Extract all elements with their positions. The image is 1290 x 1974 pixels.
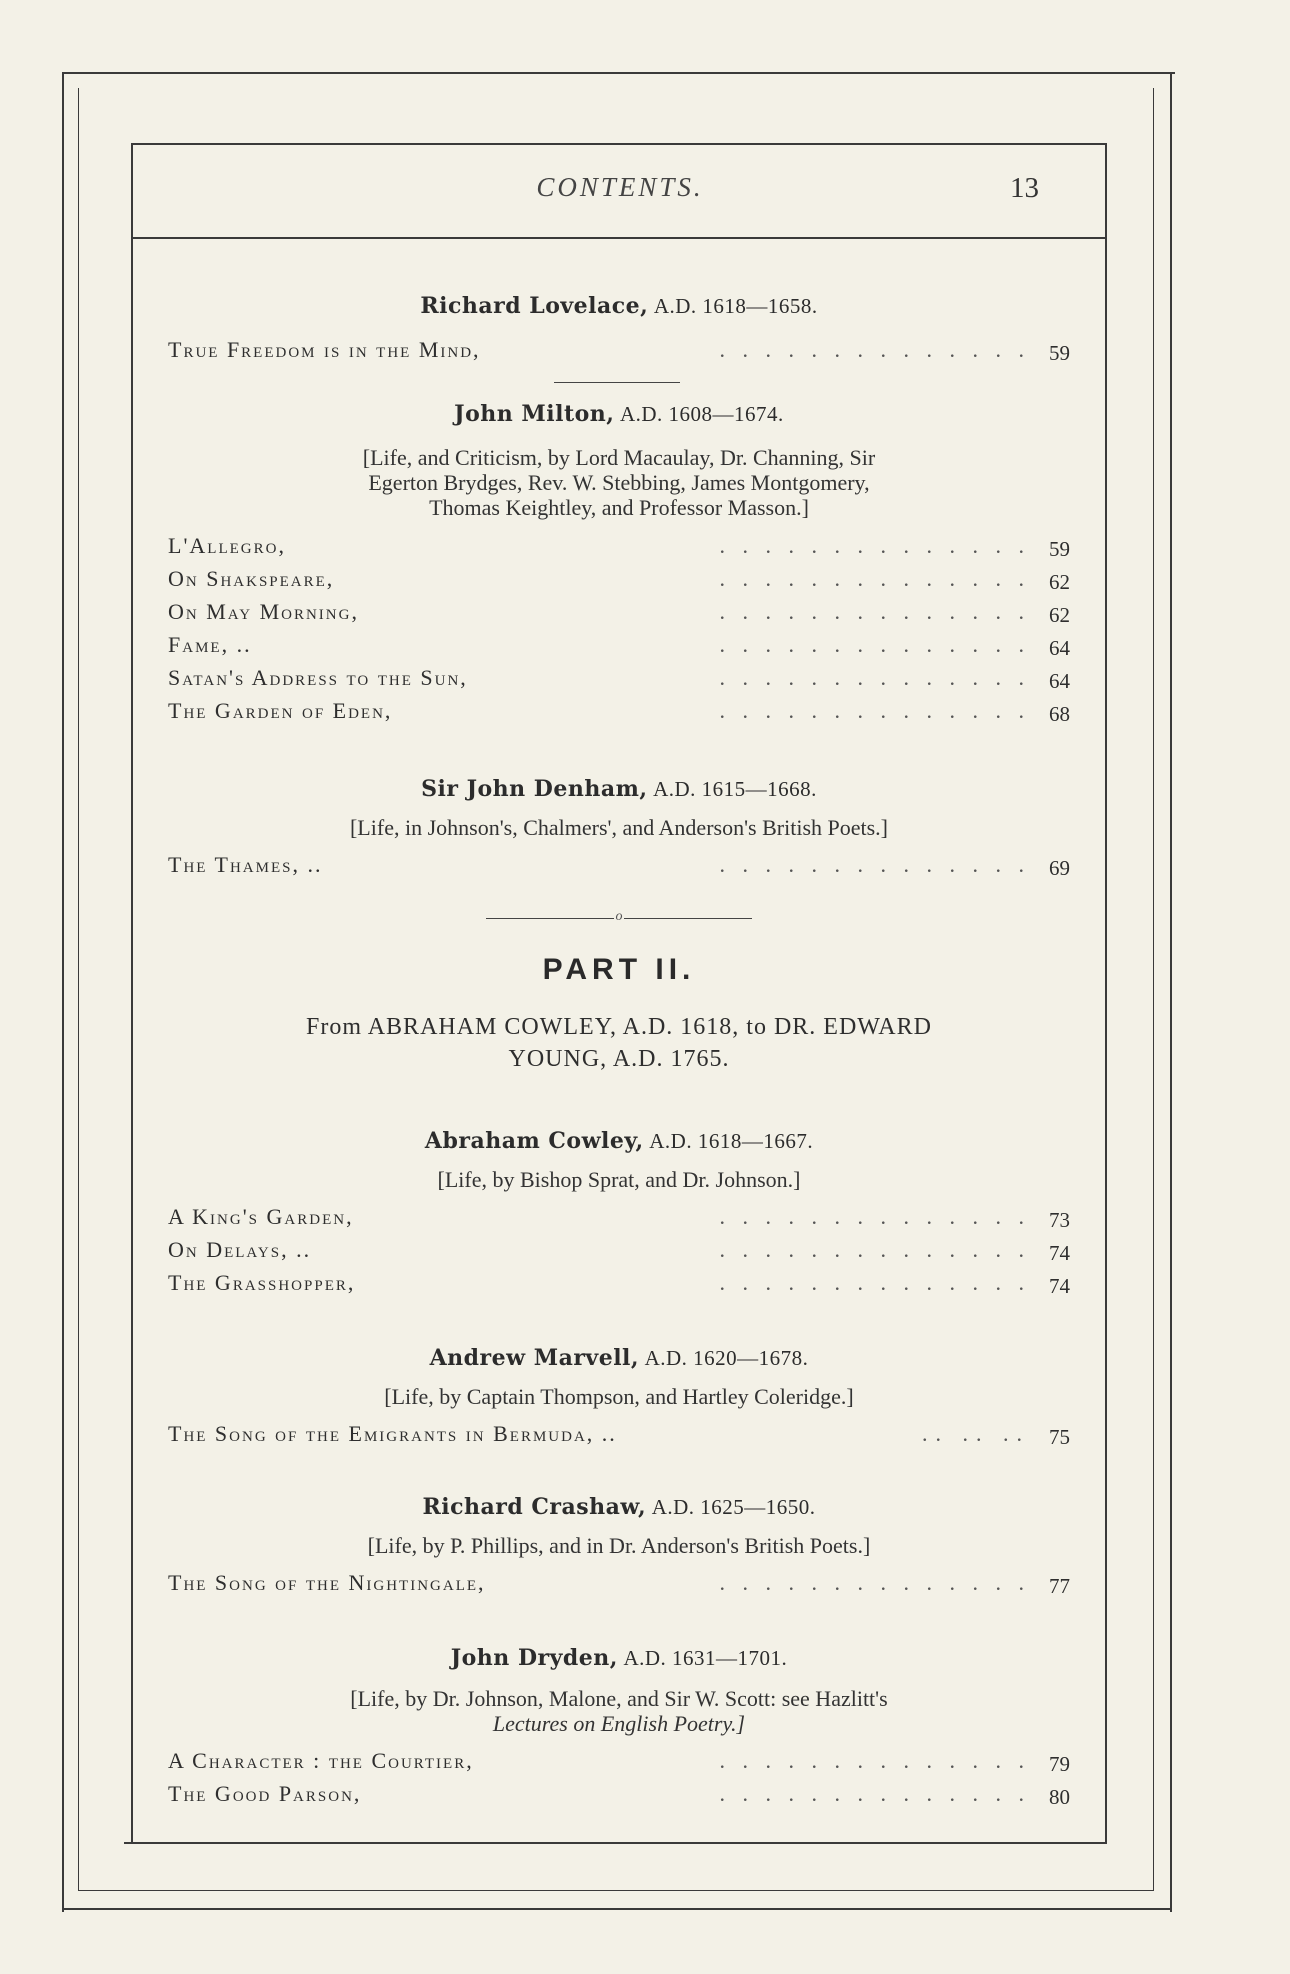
entry-title: The Grasshopper, [168, 1270, 356, 1295]
entry-title: The Song of the Emigrants in Bermuda, .. [168, 1421, 617, 1446]
frame-left-outer [62, 72, 64, 1912]
frame-right-inner [1153, 88, 1154, 1890]
entry-page: 68 [1049, 702, 1070, 726]
entry-page: 69 [1049, 856, 1070, 880]
entry-title: Satan's Address to the Sun, [168, 665, 468, 690]
entry-title: A King's Garden, [168, 1204, 354, 1229]
entry-title: A Character : the Courtier, [168, 1748, 474, 1773]
entry-title: Fame, .. [168, 632, 252, 657]
author-name: John Milton, [454, 401, 615, 427]
page-number: 13 [1010, 172, 1039, 204]
frame-bottom-inner [78, 1890, 1154, 1891]
part-title: PART II. [542, 953, 696, 986]
author-name: Sir John Denham, [421, 776, 648, 802]
note-line: Lectures on English Poetry.] [492, 1711, 746, 1736]
part-ornament: o [615, 909, 623, 924]
dot-leader: . . . . . . . . . . . . . . [719, 698, 1030, 723]
author-heading [168, 293, 1070, 319]
biography-note [168, 1533, 1070, 1558]
author-heading [168, 776, 1070, 802]
entry-title: True Freedom is in the Mind, [168, 337, 481, 362]
biography-note [168, 1167, 1070, 1192]
entry-page: 74 [1049, 1274, 1070, 1298]
biography-note [168, 815, 1070, 840]
dot-leader: . . . . . . . . . . . . . . [719, 599, 1030, 624]
toc-entry[interactable] [168, 1570, 1070, 1600]
author-dates: A.D. 1631—1701. [623, 1646, 788, 1670]
author-dates: A.D. 1620—1678. [644, 1346, 809, 1370]
box-left [131, 143, 133, 1843]
dot-leader: . . . . . . . . . . . . . . [719, 1781, 1030, 1806]
dot-leader: . . . . . . . . . . . . . . [719, 533, 1030, 558]
author-dates: A.D. 1615—1668. [653, 777, 817, 801]
author-name: Andrew Marvell, [429, 1345, 640, 1371]
dot-leader: . . . . . . . . . . . . . . [719, 337, 1030, 362]
entry-page: 64 [1049, 636, 1070, 660]
dot-leader: .. .. .. [922, 1421, 1030, 1446]
entry-page: 59 [1049, 341, 1070, 365]
entry-title: The Good Parson, [168, 1781, 362, 1806]
toc-entry[interactable] [168, 665, 1070, 695]
author-name: John Dryden, [450, 1645, 618, 1671]
box-bottom [124, 1842, 1107, 1844]
author-name: Richard Crashaw, [422, 1494, 647, 1520]
entry-page: 75 [1049, 1425, 1070, 1449]
note-line: [Life, by Dr. Johnson, Malone, and Sir W. Scott: see Hazlitt's [350, 1686, 888, 1711]
toc-entry[interactable] [168, 1421, 1070, 1451]
dot-leader: . . . . . . . . . . . . . . [719, 1570, 1030, 1595]
dot-leader: . . . . . . . . . . . . . . [719, 1270, 1030, 1295]
author-dates: A.D. 1625—1650. [651, 1495, 816, 1519]
dot-leader: . . . . . . . . . . . . . . [719, 852, 1030, 877]
part-subtitle-line: From ABRAHAM COWLEY, A.D. 1618, to DR. EDWARD [306, 1014, 932, 1040]
toc-entry[interactable] [168, 698, 1070, 728]
entry-page: 64 [1049, 669, 1070, 693]
entry-page: 62 [1049, 603, 1070, 627]
toc-entry[interactable] [168, 1748, 1070, 1778]
author-dates: A.D. 1618—1658. [653, 294, 818, 318]
author-name: Abraham Cowley, [424, 1128, 644, 1154]
entry-title: L'Allegro, [168, 533, 286, 558]
note-line: [Life, by Bishop Sprat, and Dr. Johnson.] [437, 1167, 801, 1192]
note-line: Egerton Brydges, Rev. W. Stebbing, James Montgomery, [368, 470, 870, 495]
author-heading [168, 1645, 1070, 1671]
toc-entry[interactable] [168, 599, 1070, 629]
entry-page: 74 [1049, 1241, 1070, 1265]
entry-title: The Garden of Eden, [168, 698, 393, 723]
entry-title: On Shakspeare, [168, 566, 335, 591]
author-dates: A.D. 1618—1667. [649, 1129, 814, 1153]
toc-entry[interactable] [168, 852, 1070, 882]
box-top [131, 143, 1107, 145]
toc-entry[interactable] [168, 1204, 1070, 1234]
dot-leader: . . . . . . . . . . . . . . [719, 665, 1030, 690]
toc-entry[interactable] [168, 1270, 1070, 1300]
toc-entry[interactable] [168, 337, 1070, 367]
section-rule [554, 382, 680, 383]
toc-entry[interactable] [168, 1781, 1070, 1811]
part-rule-right [624, 918, 752, 919]
note-line: [Life, by P. Phillips, and in Dr. Anderson's British Poets.] [367, 1533, 871, 1558]
note-line: [Life, in Johnson's, Chalmers', and Anderson's British Poets.] [349, 815, 889, 840]
dot-leader: . . . . . . . . . . . . . . [719, 566, 1030, 591]
entry-page: 73 [1049, 1208, 1070, 1232]
author-heading [168, 1345, 1070, 1371]
biography-note [168, 1384, 1070, 1409]
entry-title: On Delays, .. [168, 1237, 312, 1262]
frame-bottom-outer [62, 1908, 1172, 1910]
entry-page: 80 [1049, 1785, 1070, 1809]
frame-top-outer [62, 72, 1175, 74]
dot-leader: . . . . . . . . . . . . . . [719, 632, 1030, 657]
author-heading [168, 1128, 1070, 1154]
entry-page: 79 [1049, 1752, 1070, 1776]
biography-note [168, 445, 1070, 520]
dot-leader: . . . . . . . . . . . . . . [719, 1237, 1030, 1262]
entry-page: 62 [1049, 570, 1070, 594]
box-header-rule [131, 237, 1107, 239]
toc-entry[interactable] [168, 1237, 1070, 1267]
part-subtitle-line: YOUNG, A.D. 1765. [508, 1046, 730, 1072]
toc-entry[interactable] [168, 533, 1070, 563]
entry-page: 77 [1049, 1574, 1070, 1598]
box-right [1105, 143, 1107, 1843]
part-subtitle [168, 1011, 1070, 1075]
note-line: [Life, and Criticism, by Lord Macaulay, Dr. Channing, Sir [362, 445, 876, 470]
author-heading [168, 1494, 1070, 1520]
entry-title: The Thames, .. [168, 852, 323, 877]
frame-left-inner [78, 88, 79, 1890]
dot-leader: . . . . . . . . . . . . . . [719, 1748, 1030, 1773]
note-line: Thomas Keightley, and Professor Masson.] [429, 495, 809, 520]
author-dates: A.D. 1608—1674. [619, 402, 784, 426]
toc-entry[interactable] [168, 632, 1070, 662]
author-heading [168, 401, 1070, 427]
toc-entry[interactable] [168, 566, 1070, 596]
frame-right-outer [1170, 72, 1172, 1912]
entry-title: The Song of the Nightingale, [168, 1570, 486, 1595]
note-line: [Life, by Captain Thompson, and Hartley Coleridge.] [384, 1384, 854, 1409]
dot-leader: . . . . . . . . . . . . . . [719, 1204, 1030, 1229]
biography-note [168, 1686, 1070, 1736]
entry-page: 59 [1049, 537, 1070, 561]
running-title: CONTENTS. [536, 172, 704, 202]
entry-title: On May Morning, [168, 599, 359, 624]
author-name: Richard Lovelace, [420, 293, 649, 319]
